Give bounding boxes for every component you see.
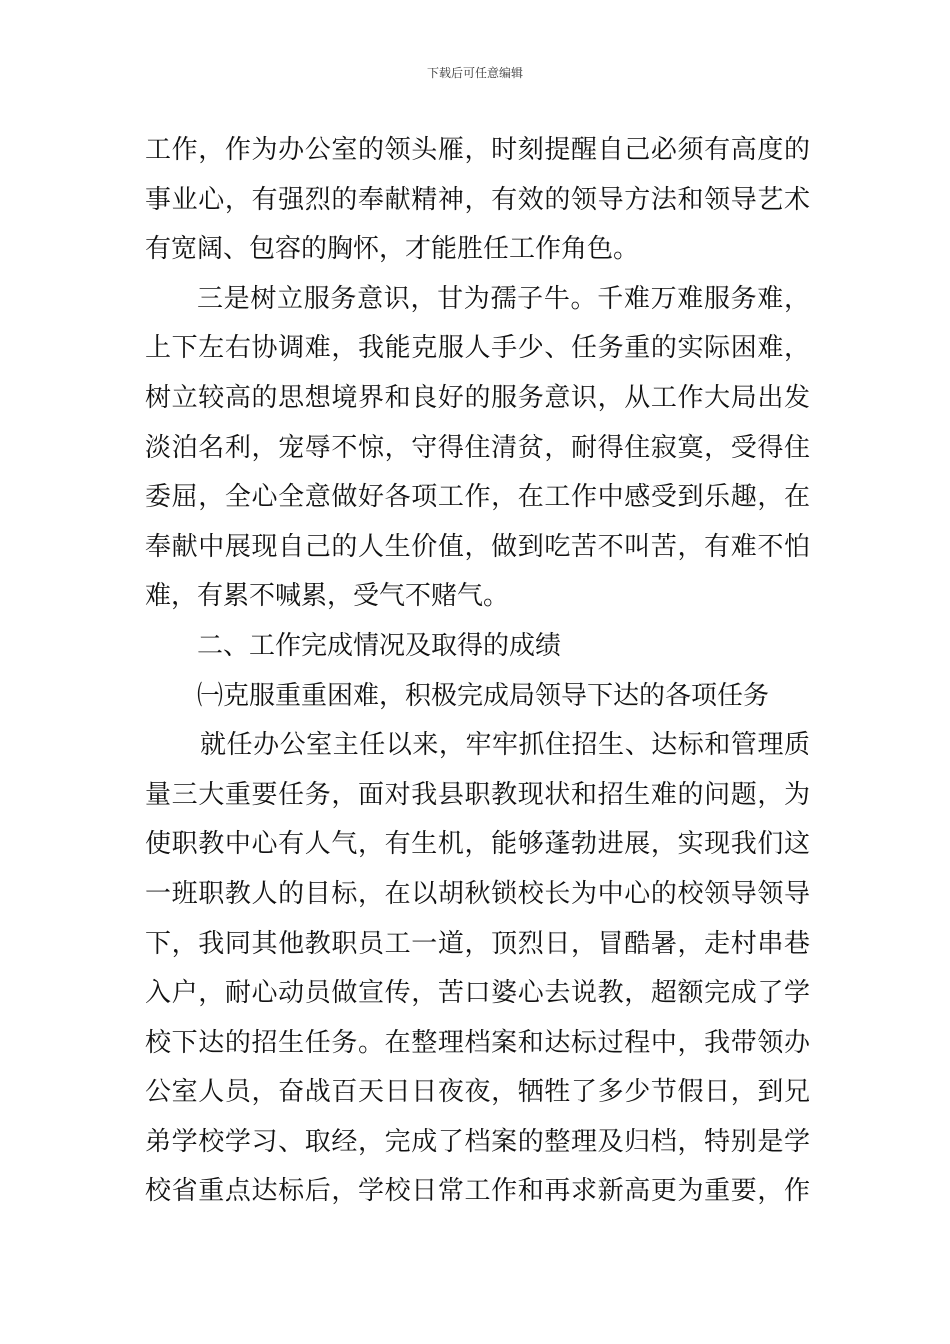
section-heading: 二、工作完成情况及取得的成绩 (197, 630, 562, 661)
text-line: 校下达的招生任务。在整理档案和达标过程中，我带领办 (145, 1027, 810, 1058)
text-line: 使职教中心有人气，有生机，能够蓬勃进展，实现我们这 (145, 829, 810, 860)
text-line: 树立较高的思想境界和良好的服务意识，从工作大局出发 (145, 382, 810, 413)
text-line: 公室人员，奋战百天日日夜夜，牺牲了多少节假日，到兄 (145, 1077, 810, 1108)
subsection-heading: ㈠克服重重困难，积极完成局领导下达的各项任务 (197, 680, 770, 711)
text-line: 工作，作为办公室的领头雁，时刻提醒自己必须有高度的 (145, 135, 810, 165)
text-line: 下，我同其他教职员工一道，顶烈日，冒酷暑，走村串巷 (145, 928, 810, 959)
text-line: 校省重点达标后，学校日常工作和再求新高更为重要，作 (145, 1176, 810, 1207)
text-line: 弟学校学习、取经，完成了档案的整理及归档，特别是学 (145, 1126, 810, 1157)
page-header-note: 下载后可任意编辑 (426, 66, 523, 80)
text-line: 入户，耐心动员做宣传，苦口婆心去说教，超额完成了学 (145, 978, 810, 1009)
text-line: 事业心，有强烈的奉献精神，有效的领导方法和领导艺术 (145, 184, 810, 215)
text-line: 难，有累不喊累，受气不赌气。 (145, 581, 510, 612)
text-line: 淡泊名利，宠辱不惊，守得住清贫，耐得住寂寞，受得住 (145, 432, 810, 463)
text-line: 有宽阔、包容的胸怀，才能胜任工作角色。 (145, 234, 640, 265)
text-line: 量三大重要任务，面对我县职教现状和招生难的问题，为 (145, 779, 810, 810)
text-line: 一班职教人的目标，在以胡秋锁校长为中心的校领导领导 (145, 878, 810, 909)
text-line: 委屈，全心全意做好各项工作，在工作中感受到乐趣，在 (145, 482, 810, 513)
paragraph-start-line: 就任办公室主任以来，牢牢抓住招生、达标和管理质 (200, 730, 810, 761)
paragraph-start-line: 三是树立服务意识，甘为孺子牛。千难万难服务难， (197, 283, 810, 314)
text-line: 奉献中展现自己的人生价值，做到吃苦不叫苦，有难不怕 (145, 531, 810, 562)
text-line: 上下左右协调难，我能克服人手少、任务重的实际困难， (145, 333, 810, 364)
document-body (145, 126, 810, 1217)
